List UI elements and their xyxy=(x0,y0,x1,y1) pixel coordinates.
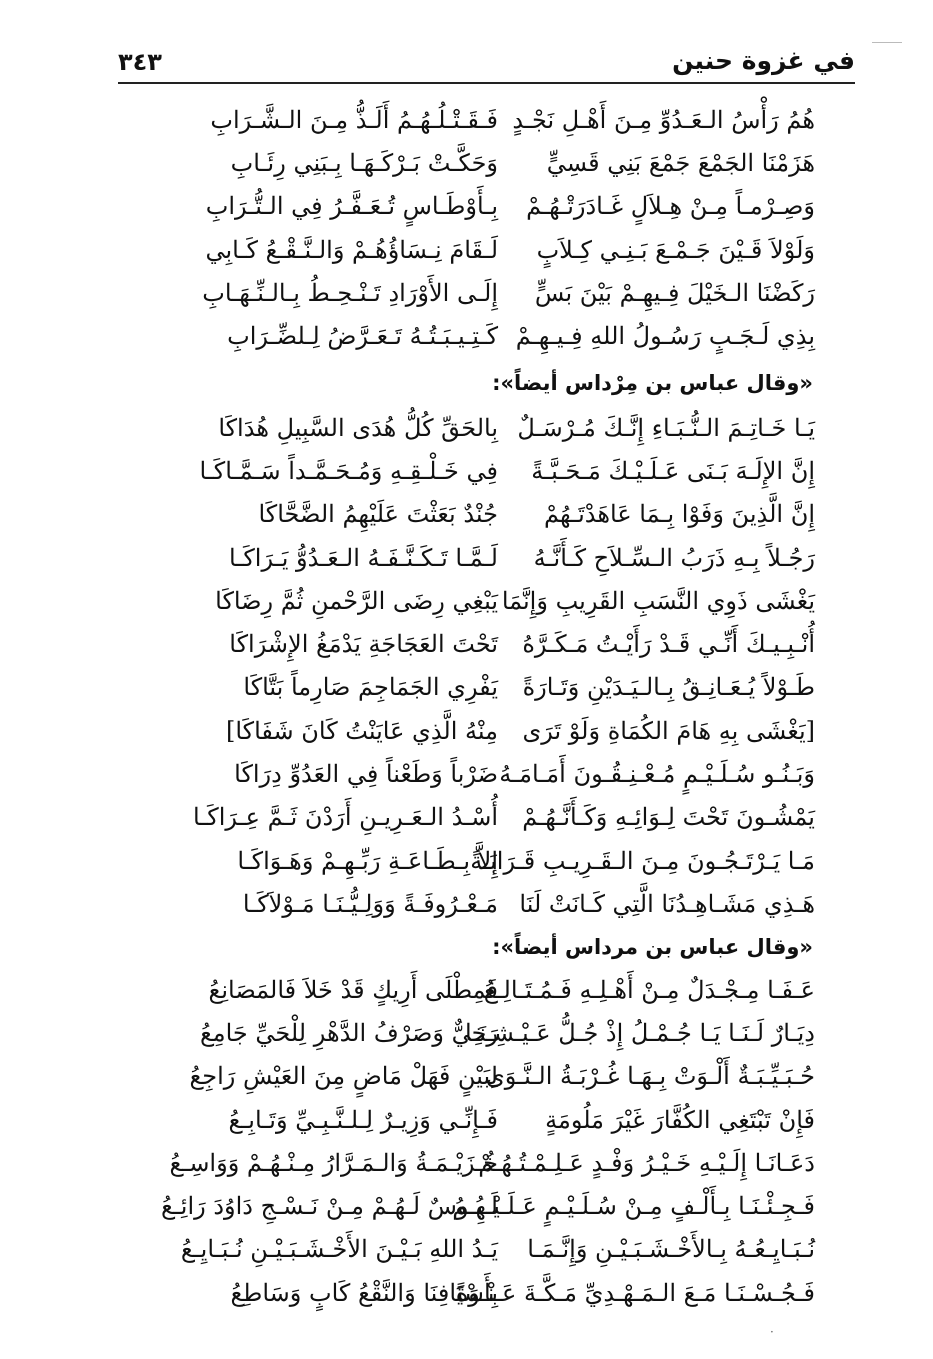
verse-first-hemistich: رَكَضْنَا الـخَيْلَ فِـيهِـمْ بَيْنَ بَسٍّ xyxy=(534,278,815,307)
verse-line xyxy=(163,752,815,795)
verse-line xyxy=(163,839,815,882)
verse-first-hemistich: نُـبَـايِـعُـهُ بِـالأَخْـشَـبَـيْـنِ وَإِنَّـمَـا xyxy=(527,1235,815,1264)
verse-second-hemistich: مِنْهُ الَّذِي عَايَنْتُ كَانَ شَفَاكَا] xyxy=(226,716,498,745)
verse-first-hemistich: فَـجِـئْـنَـا بِـأَلْـفٍ مِـنْ سُـلَـيْـمٍ عَـلَـيْـهِـمُ xyxy=(452,1192,815,1221)
verse-line xyxy=(163,141,815,184)
poem-intro-3: «وقال عباس بن مرداس أيضاً»: xyxy=(492,935,813,959)
verse-second-hemistich: جُنْدٌ بَعَثْتَ عَلَيْهِمُ الضَّحَّاكَا xyxy=(258,500,498,529)
verse-line xyxy=(98,1141,815,1184)
verse-first-hemistich: هَزَمْنَا الجَمْعَ جَمْعَ بَنِي قَسِيٍّ xyxy=(546,148,815,177)
poem-section-1 xyxy=(163,98,815,358)
verse-line xyxy=(163,536,815,579)
verse-line xyxy=(98,1011,815,1054)
verse-line xyxy=(98,968,815,1011)
verse-second-hemistich: مَـعْـرُوفَـةً وَوَلِـيُّـنَـا مَـوْلاَكَـا xyxy=(242,889,498,918)
verse-second-hemistich: فَـإِنِّـي وَزِيـرٌ لِـلـنَّـبِـيِّ وَتَـابِـعُ xyxy=(228,1105,498,1134)
page-header xyxy=(118,42,855,82)
verse-first-hemistich: يَمْشُـونَ تَحْتَ لِـوَائِـهِ وَكَـأَنَّـهُـمْ xyxy=(522,803,815,832)
verse-line xyxy=(163,666,815,709)
verse-line xyxy=(163,579,815,622)
verse-first-hemistich: وَلَوْلاَ قَـيْنَ جَـمْـعَ بَـنِـي كِـلاَبٍ xyxy=(536,235,815,264)
verse-line xyxy=(163,709,815,752)
verse-second-hemistich: رَخِيٌّ وَصَرْفُ الدَّهْرِ لِلْحَيِّ جَامِعُ xyxy=(199,1018,498,1047)
verse-first-hemistich: [يَغْشَى بِهِ هَامَ الكُمَاةِ وَلَوْ تَرَى xyxy=(522,716,815,745)
verse-first-hemistich: فَـجُـسْـنَـا مَـعَ الـمَـهْـدِيِّ مَـكَّـةَ عَـنْـوَةً xyxy=(455,1278,815,1307)
verse-first-hemistich: يَغْشَى ذَوِي النَّسَبِ القَرِيبِ وَإِنَّمَا xyxy=(501,586,815,615)
verse-second-hemistich: أُسْـدُ الـعَـرِيـنِ أَرَدْنَ ثَـمَّ عِـرَاكَـا xyxy=(192,803,498,832)
verse-second-hemistich: يَفْرِي الجَمَاجِمَ صَارِماً بَتَّاكَا xyxy=(243,673,498,702)
verse-line xyxy=(163,882,815,925)
verse-line xyxy=(98,1055,815,1098)
verse-first-hemistich: عَـفَـا مِـجْـدَلٌ مِـنْ أَهْـلِـهِ فَـمُـتَـالِـعُ xyxy=(483,975,815,1004)
verse-first-hemistich: وَصِـرْمـاً مِـنْ هِـلاَلٍ غَـادَرَتْـهُـمْ xyxy=(526,192,815,221)
verse-first-hemistich: يَـا خَـاتِـمَ الـنُّـبَـاءِ إِنَّـكَ مُـرْسَـلٌ xyxy=(517,413,815,442)
verse-line xyxy=(163,185,815,228)
verse-second-hemistich: فَمِطْلَى أَرِيكٍ قَدْ خَلاَ فَالمَصَانِعُ xyxy=(208,975,498,1004)
verse-line xyxy=(163,449,815,492)
corner-mark xyxy=(872,42,902,43)
verse-second-hemistich: بِأَسْيَافِنَا وَالنَّقْعُ كَابٍ وَسَاطِعُ xyxy=(230,1278,498,1307)
verse-second-hemistich: إِلَـى الأَوْرَادِ تَـنْـحِـطُ بِـالـنِّـهَـابِ xyxy=(202,278,498,307)
running-title: في غزوة حنين xyxy=(672,46,855,75)
verse-second-hemistich: ضَرْباً وَطَعْناً فِي العَدُوِّ دِرَاكَا xyxy=(234,760,498,789)
verse-line xyxy=(163,796,815,839)
verse-second-hemistich: إِلاَّ بِـطَـاعَـةِ رَبِّـهِـمْ وَهَـوَاكَـا xyxy=(237,846,498,875)
verse-line xyxy=(163,98,815,141)
verse-second-hemistich: لِبَيْنٍ فَهَلْ مَاضٍ مِنَ العَيْشِ رَاجِعُ xyxy=(189,1062,498,1091)
verse-second-hemistich: لَـقَامَ نِـسَاؤُهُـمْ وَالـنَّـقْـعُ كَـابِي xyxy=(205,235,498,264)
verse-second-hemistich: تَحْتَ العَجَاجَةِ يَدْمَغُ الإِشْرَاكَا xyxy=(229,630,498,659)
poem-section-2 xyxy=(163,406,815,926)
verse-second-hemistich: فِي خَـلْـقِـهِ وَمُـحَـمَّـداً سَـمَّـاكَـا xyxy=(199,456,498,485)
verse-second-hemistich: خُـزَيْـمَـةُ وَالـمَـرَّارُ مِـنْـهُـمْ وَوَاسِـعُ xyxy=(169,1148,498,1177)
verse-second-hemistich: بِالحَقِّ كُلُّ هُدَى السَّبِيلِ هُدَاكَا xyxy=(218,413,498,442)
verse-first-hemistich: هُمُ رَأْسُ الـعَـدُوِّ مِـنَ أَهْـلِ نَجْـدٍ xyxy=(512,105,815,134)
verse-line xyxy=(163,406,815,449)
verse-second-hemistich: لَـبُـوسٌ لَـهُـمْ مِـنْ نَـسْـجِ دَاوُدَ رَائِـعُ xyxy=(160,1192,498,1221)
verse-line xyxy=(163,314,815,357)
footer-mark: · xyxy=(770,1325,774,1339)
verse-first-hemistich: وَبَـنُـو سُـلَـيْـمٍ مُـعْـنِـقُـونَ أَمَـامَـهُ xyxy=(499,760,815,789)
verse-first-hemistich: بِذِي لَـجَـبٍ رَسُـولُ اللهِ فِـيـهِـمْ xyxy=(515,322,815,351)
verse-first-hemistich: حُـبَـيِّـبَـةٌ أَلْـوَتْ بِـهَـا غُـرْبَـةُ الـنَّـوَى xyxy=(485,1062,815,1091)
verse-second-hemistich: بِـأَوْطَـاسٍ تُـعَـفَّـرُ فِي الـتُّـرَابِ xyxy=(205,192,498,221)
verse-first-hemistich: أُنْـبِـيـكَ أَنِّـي قَـدْ رَأَيْـتُ مَـكَـرَّهُ xyxy=(522,630,815,659)
poem-intro-2: «وقال عباس بن مِرْداس أيضاً»: xyxy=(492,371,813,395)
verse-second-hemistich: يَـدُ اللهِ بَـيْـنَ الأَخْـشَـبَـيْـنِ نُـبَـايِـعُ xyxy=(180,1235,498,1264)
poem-section-3 xyxy=(98,968,815,1314)
verse-first-hemistich: رَجُـلاً بِـهِ ذَرَبُ الـسِّـلاَحِ كَـأَنَّـهُ xyxy=(533,543,815,572)
verse-line xyxy=(163,271,815,314)
verse-second-hemistich: وَحَكَّـتْ بَـرْكَـهَـا بِـبَنِي رِئَـابِ xyxy=(230,148,498,177)
verse-line xyxy=(98,1228,815,1271)
verse-second-hemistich: فَـقَـتْـلُـهُـمُ أَلَـذُّ مِـنَ الـشَّـرَابِ xyxy=(210,105,498,134)
verse-first-hemistich: فَإِنْ تَبْتَغِي الكُفَّارَ غَيْرَ مَلُومَةٍ xyxy=(545,1105,815,1134)
page-number: ٣٤٣ xyxy=(118,48,162,76)
verse-line xyxy=(163,493,815,536)
verse-first-hemistich: إِنَّ الإِلَـهَ بَـنَى عَـلَـيْـكَ مَـحَـبَّـةً xyxy=(531,456,815,485)
verse-first-hemistich: هَـذِي مَشَـاهِـدُنَا الَّتِي كَـانَتْ لَنَا xyxy=(519,889,815,918)
verse-first-hemistich: دِيَـارٌ لَـنَـا يَـا جُـمْـلُ إِذْ جُـلُّ عَـيْـشِـنَـا xyxy=(464,1018,815,1047)
verse-line xyxy=(163,622,815,665)
verse-line xyxy=(98,1098,815,1141)
verse-first-hemistich: مَـا يَـرْتَـجُـونَ مِـنَ الـقَـرِيـبِ قَـرَابَـةً xyxy=(470,846,815,875)
verse-second-hemistich: يَبْغِي رِضَى الرَّحْمنِ ثُمَّ رِضَاكَا xyxy=(215,586,498,615)
verse-second-hemistich: كَـتِـيـبَـتُـهُ تَـعَـرَّضُ لِـلضِّـرَابِ xyxy=(227,322,498,351)
verse-line xyxy=(163,228,815,271)
verse-first-hemistich: دَعَـانَـا إِلَـيْـهِ خَـيْـرُ وَفْـدٍ عَـلِـمْـتُـهُـمْ xyxy=(478,1148,815,1177)
header-rule xyxy=(118,82,855,84)
verse-line xyxy=(98,1271,815,1314)
verse-line xyxy=(98,1184,815,1227)
verse-first-hemistich: إِنَّ الَّذِينَ وَفَوْا بِـمَا عَاهَدْتَـهُمْ xyxy=(544,500,815,529)
verse-second-hemistich: لَـمَّـا تَـكَـنَّـفَـهُ الـعَـدُوُّ يَـرَاكَـا xyxy=(229,543,498,572)
verse-first-hemistich: طَـوْلاً يُـعَـانِـقُ بِـالـيَـدَيْنِ وَتَـارَةً xyxy=(522,673,815,702)
